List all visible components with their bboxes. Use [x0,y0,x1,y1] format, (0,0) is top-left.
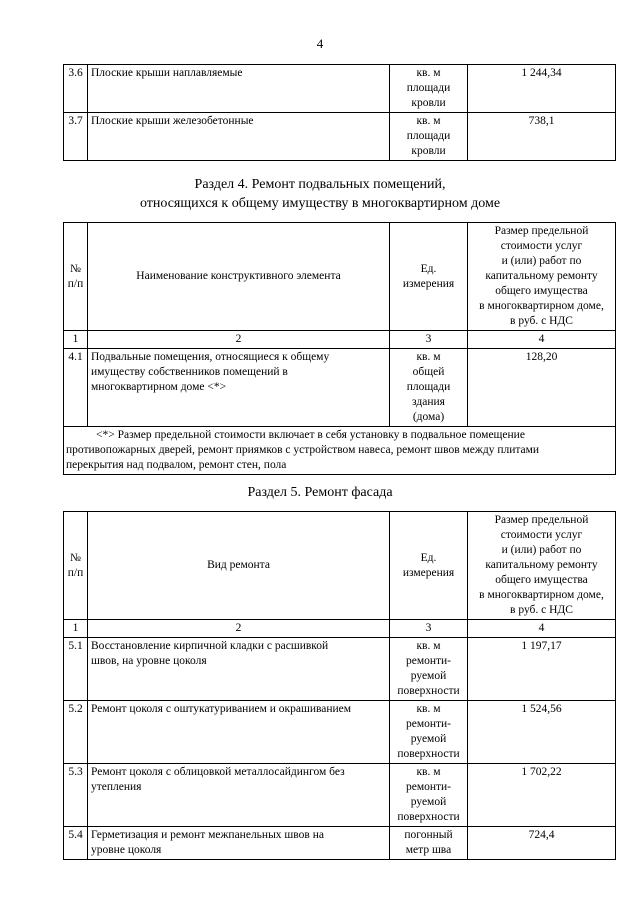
table-header-row [64,512,616,620]
section5-title: Раздел 5. Ремонт фасада [247,485,393,500]
col-number-1: 1 [64,331,88,349]
table-header-row [64,223,616,331]
col-number-2: 2 [88,331,390,349]
column-numbers-row [64,620,616,638]
column-numbers-row [64,331,616,349]
section4-title [0,175,640,213]
row-unit: кв. м площади кровли [390,113,468,161]
section4-title-line1: Раздел 4. Ремонт подвальных помещений, [194,177,446,192]
row-unit: кв. м ремонти- руемой поверхности [390,701,468,764]
row-name: Герметизация и ремонт межпанельных швов на уровне цоколя [88,827,390,860]
table-row [64,638,616,701]
footnote-line1: <*> Размер предельной стоимости включает в себя установку в подвальное помещение [96,429,525,441]
table-row [64,349,616,427]
col-number-4: 4 [468,620,616,638]
row-value: 738,1 [468,113,616,161]
page-number: 4 [316,36,324,51]
row-value: 1 244,34 [468,65,616,113]
row-name: Плоские крыши железобетонные [88,113,390,161]
row-name: Плоские крыши наплавляемые [88,65,390,113]
row-number: 5.4 [64,827,88,860]
row-number: 3.6 [64,65,88,113]
header-name: Вид ремонта [88,512,390,620]
row-unit: кв. м ремонти- руемой поверхности [390,638,468,701]
row-number: 5.1 [64,638,88,701]
col-number-4: 4 [468,331,616,349]
section4-title-line2: относящихся к общему имуществу в многоквартирном доме [139,196,501,211]
col-number-3: 3 [390,331,468,349]
header-num: № п/п [64,512,88,620]
row-name: Подвальные помещения, относящиеся к общему имуществу собственников помещений в многоквартирном доме <*> [88,349,390,427]
row-number: 3.7 [64,113,88,161]
footnote-line3: перекрытия над подвалом, ремонт стен, пола [66,459,287,471]
row-name: Восстановление кирпичной кладки с расшивкой швов, на уровне цоколя [88,638,390,701]
header-value: Размер предельной стоимости услуг и (или) работ по капитальному ремонту общего имущества в многоквартирном доме, в руб. с НДС [468,223,616,331]
table-row [64,701,616,764]
header-value: Размер предельной стоимости услуг и (или) работ по капитальному ремонту общего имущества в многоквартирном доме, в руб. с НДС [468,512,616,620]
header-unit: Ед. измерения [390,512,468,620]
table-row [64,113,616,161]
table-row [64,764,616,827]
col-number-3: 3 [390,620,468,638]
header-name: Наименование конструктивного элемента [88,223,390,331]
row-value: 1 197,17 [468,638,616,701]
footnote-line2: противопожарных дверей, ремонт приямков с устройством навеса, ремонт швов между плитами [66,444,540,456]
row-number: 5.3 [64,764,88,827]
row-name: Ремонт цоколя с облицовкой металлосайдингом без утепления [88,764,390,827]
col-number-2: 2 [88,620,390,638]
col-number-1: 1 [64,620,88,638]
row-value: 128,20 [468,349,616,427]
row-value: 724,4 [468,827,616,860]
table-section4 [63,222,616,475]
footnote [64,427,616,475]
row-number: 5.2 [64,701,88,764]
table-section3-continuation [63,64,616,161]
note-row [64,427,616,475]
row-unit: кв. м площади кровли [390,65,468,113]
table-section5 [63,511,616,860]
row-number: 4.1 [64,349,88,427]
row-value: 1 702,22 [468,764,616,827]
table-row [64,827,616,860]
row-unit: кв. м ремонти- руемой поверхности [390,764,468,827]
table-row [64,65,616,113]
header-num: № п/п [64,223,88,331]
row-unit: погонный метр шва [390,827,468,860]
row-unit: кв. м общей площади здания (дома) [390,349,468,427]
header-unit: Ед. измерения [390,223,468,331]
row-name: Ремонт цоколя с оштукатуриванием и окрашиванием [88,701,390,764]
row-value: 1 524,56 [468,701,616,764]
